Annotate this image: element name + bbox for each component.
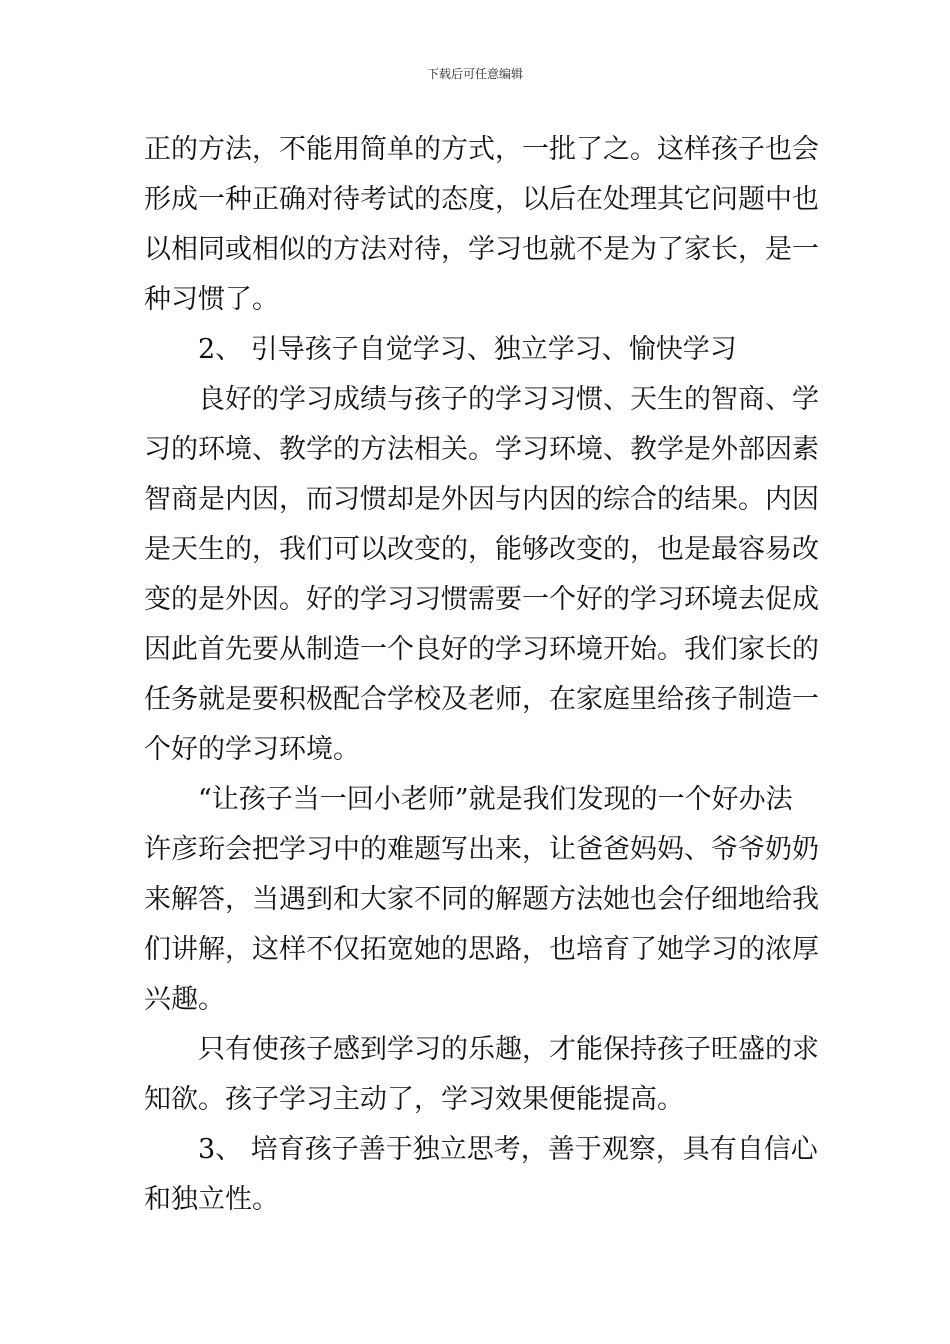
text-line: 因此首先要从制造一个良好的学习环境开始。我们家长的 (144, 634, 819, 665)
section-heading-2: 2、 引导孩子自觉学习、独立学习、愉快学习 (198, 334, 737, 365)
text-line: 种习惯了。 (144, 284, 279, 315)
text-line: 许彦珩会把学习中的难题写出来，让爸爸妈妈、爷爷奶奶 (144, 834, 819, 865)
text-line: 习的环境、教学的方法相关。学习环境、教学是外部因素 (144, 434, 819, 465)
text-line: 们讲解，这样不仅拓宽她的思路，也培育了她学习的浓厚 (144, 934, 819, 965)
text-line: 来解答，当遇到和大家不同的解题方法她也会仔细地给我 (144, 884, 819, 915)
text-line: 智商是内因，而习惯却是外因与内因的综合的结果。内因 (144, 484, 819, 515)
text-line: 和独立性。 (144, 1184, 279, 1215)
page-header: 下载后可任意编辑 (426, 67, 523, 81)
text-line: 以相同或相似的方法对待，学习也就不是为了家长，是一 (144, 234, 819, 265)
text-line: 是天生的，我们可以改变的，能够改变的，也是最容易改 (144, 534, 819, 565)
text-line: 兴趣。 (144, 984, 225, 1015)
text-line: 知欲。孩子学习主动了，学习效果便能提高。 (144, 1084, 684, 1115)
text-line: 变的是外因。好的学习习惯需要一个好的学习环境去促成 (144, 584, 819, 615)
text-line: 个好的学习环境。 (144, 734, 360, 765)
text-line: 良好的学习成绩与孩子的学习习惯、天生的智商、学 (198, 384, 819, 415)
text-line: “让孩子当一回小老师”就是我们发现的一个好办法 (198, 784, 793, 815)
text-line: 正的方法，不能用简单的方式，一批了之。这样孩子也会 (144, 134, 819, 165)
text-line: 只有使孩子感到学习的乐趣，才能保持孩子旺盛的求 (198, 1034, 819, 1065)
text-line: 任务就是要积极配合学校及老师，在家庭里给孩子制造一 (144, 684, 819, 715)
section-heading-3: 3、 培育孩子善于独立思考，善于观察，具有自信心 (198, 1134, 818, 1165)
text-line: 形成一种正确对待考试的态度，以后在处理其它问题中也 (144, 184, 819, 215)
